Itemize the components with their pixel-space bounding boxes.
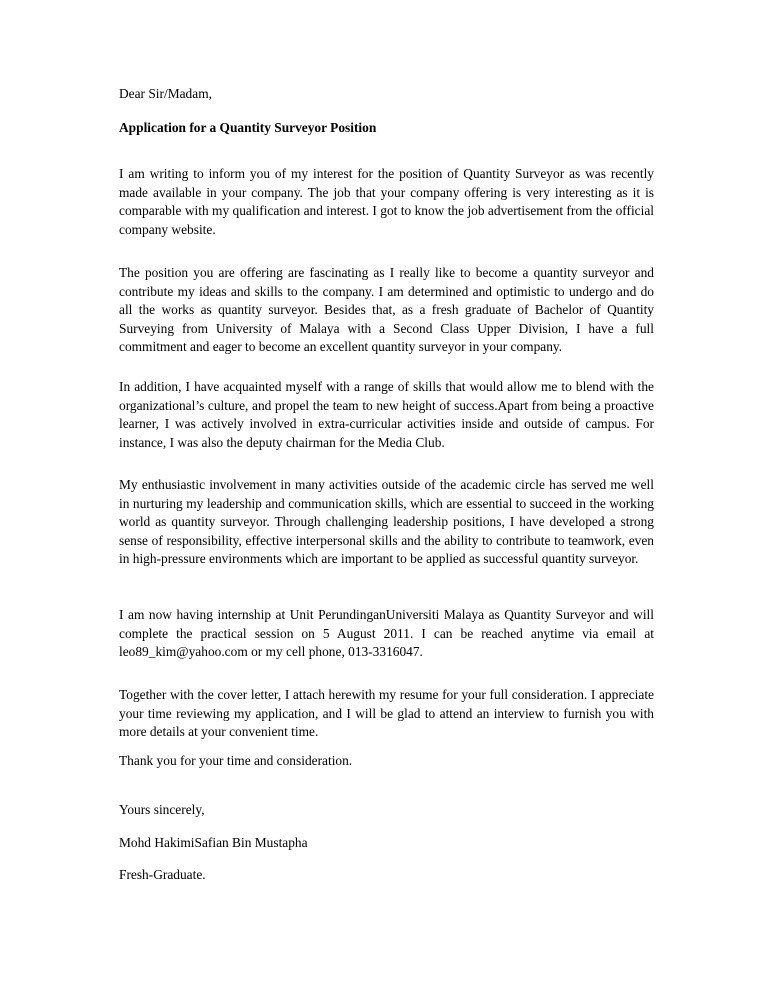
signature-title: Fresh-Graduate.: [119, 867, 206, 882]
paragraph-resume: Together with the cover letter, I attach herewith my resume for your full consideration. I appreciate your time reviewing my application, and I will be glad to attend an interview to furnish you with more details at your convenient time.: [119, 687, 654, 740]
thanks-line: Thank you for your time and consideration.: [119, 753, 353, 768]
paragraph-position: The position you are offering are fascinating as I really like to become a quantity surveyor and contribute my ideas and skills to the company. I am determined and optimistic to undergo and do all the works as quantity surveyor. Besides that, as a fresh graduate of Bachelor of Quantity Surveying from University of Malaya with a Second Class Upper Division, I have a full commitment and eager to become an excellent quantity surveyor in your company.: [119, 265, 654, 355]
subject-line: Application for a Quantity Surveyor Position: [119, 120, 377, 135]
paragraph-leadership: My enthusiastic involvement in many activities outside of the academic circle has served me well in nurturing my leadership and communication skills, which are essential to succeed in the working world as quantity surveyor. Through challenging leadership positions, I have developed a strong sense of responsibility, effective interpersonal skills and the ability to contribute to teamwork, even in high-pressure environments which are important to be applied as successful quantity surveyor.: [119, 477, 654, 567]
paragraph-skills: In addition, I have acquainted myself with a range of skills that would allow me to blend with the organizational’s culture, and propel the team to new height of success.Apart from being a proactive learner, I was actively involved in extra-curricular activities inside and outside of campus. For instance, I was also the deputy chairman for the Media Club.: [119, 379, 654, 450]
salutation: Dear Sir/Madam,: [119, 86, 212, 101]
signature-name: Mohd HakimiSafian Bin Mustapha: [119, 835, 308, 850]
paragraph-internship: I am now having internship at Unit PerundinganUniversiti Malaya as Quantity Surveyor and will complete the practical session on 5 August 2011. I can be reached anytime via email at leo89_kim@yahoo.com or my cell phone, 013-3316047.: [119, 607, 654, 660]
paragraph-interest: I am writing to inform you of my interest for the position of Quantity Surveyor as was recently made available in your company. The job that your company offering is very interesting as it is comparable with my qualification and interest. I got to know the job advertisement from the official company website.: [119, 166, 654, 237]
closing-line: Yours sincerely,: [119, 802, 205, 817]
